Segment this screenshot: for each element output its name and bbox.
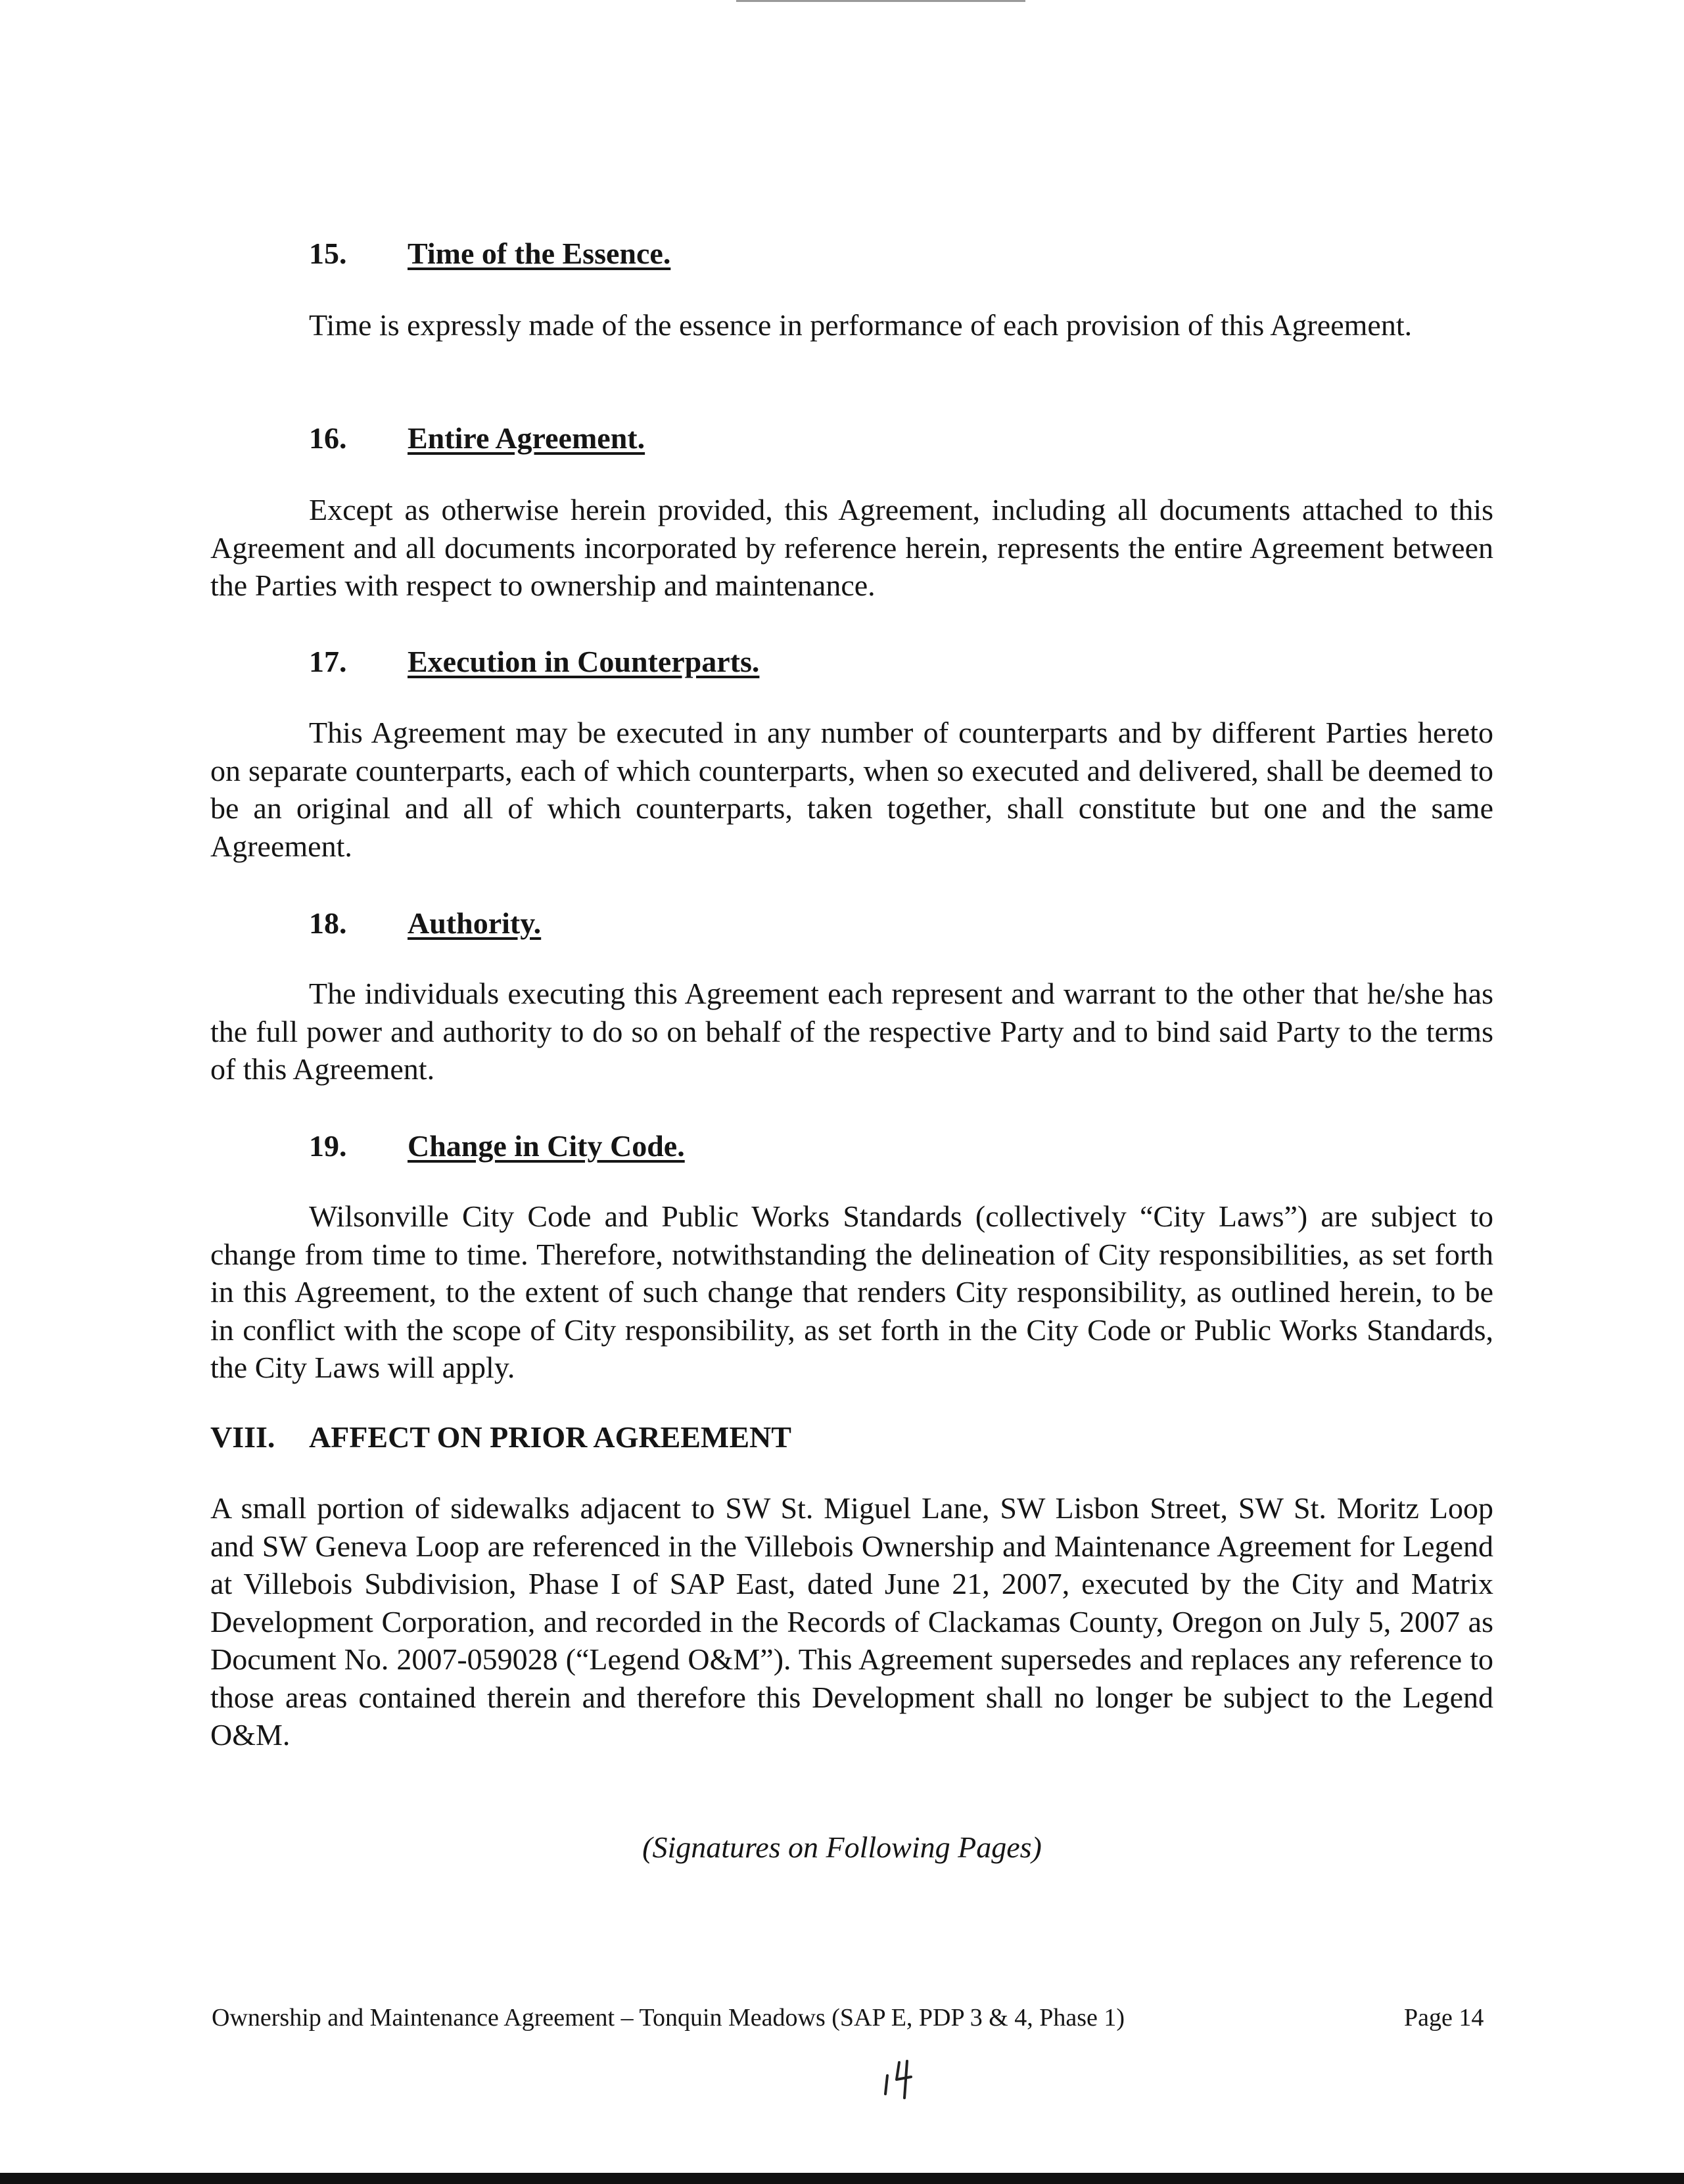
section-number: 15.	[309, 237, 347, 270]
section-title: Time of the Essence.	[408, 237, 671, 270]
article-text: A small portion of sidewalks adjacent to SW St. Miguel Lane, SW Lisbon Street, SW St. Moritz Loop and SW Geneva Loop are referenced in the Villebois Ownership and Maintenance Agreement for Legend at Villebois Subdivision, Phase I of SAP East, dated June 21, 2007, executed by the City and Matrix Development Corporation, and recorded in the Records of Clackamas County, Oregon on July 5, 2007 as Document No. 2007-059028 (“Legend O&M”). This Agreement supersedes and replaces any reference to those areas contained therein and therefore this Development shall no longer be subject to the Legend O&M.	[210, 1491, 1493, 1752]
section-19-text: Wilsonville City Code and Public Works Standards (collectively “City Laws”) are subject to change from time to time. Therefore, notwithstanding the delineation of City responsibilities, as set forth in this Agreement, to the extent of such change that renders City responsibility, as outlined herein, to be in conflict with the scope of City responsibility, as set forth in the City Code or Public Works Standards, the City Laws will apply.	[210, 1199, 1493, 1384]
section-number: 18.	[309, 906, 347, 940]
section-19-heading	[309, 1128, 685, 1163]
section-18-heading	[309, 906, 541, 941]
section-16-heading	[309, 421, 645, 455]
section-15-text: Time is expressly made of the essence in performance of each provision of this Agreement.	[309, 308, 1413, 342]
handwritten-page-mark-icon	[881, 2056, 927, 2102]
signature-note: (Signatures on Following Pages)	[642, 1830, 1042, 1864]
section-title: Entire Agreement.	[408, 421, 645, 455]
section-number: 19.	[309, 1129, 347, 1163]
section-15-heading	[309, 236, 670, 271]
page-number: Page 14	[1404, 2004, 1484, 2032]
article-number: VIII.	[210, 1420, 275, 1454]
section-number: 17.	[309, 645, 347, 678]
section-17-heading	[309, 644, 759, 679]
section-number: 16.	[309, 421, 347, 455]
section-16-text: Except as otherwise herein provided, this Agreement, including all documents attached to this Agreement and all documents incorporated by reference herein, represents the entire Agreement between the Parties with respect to ownership and maintenance.	[210, 493, 1493, 602]
article-title: AFFECT ON PRIOR AGREEMENT	[309, 1420, 791, 1454]
article-heading	[210, 1420, 791, 1454]
section-title: Change in City Code.	[408, 1129, 685, 1163]
section-17-text: This Agreement may be executed in any number of counterparts and by different Parties hereto on separate counterparts, each of which counterparts, when so executed and delivered, shall be deemed to be an original and all of which counterparts, taken together, shall constitute but one and the same Agreement.	[210, 716, 1493, 863]
scan-edge-border	[0, 2173, 1684, 2184]
footer-title: Ownership and Maintenance Agreement – Tonquin Meadows (SAP E, PDP 3 & 4, Phase 1)	[212, 2004, 1125, 2032]
section-title: Execution in Counterparts.	[408, 645, 760, 678]
section-title: Authority.	[408, 906, 542, 940]
section-18-text: The individuals executing this Agreement each represent and warrant to the other that he/she has the full power and authority to do so on behalf of the respective Party and to bind said Party to the terms of this Agreement.	[210, 977, 1493, 1086]
